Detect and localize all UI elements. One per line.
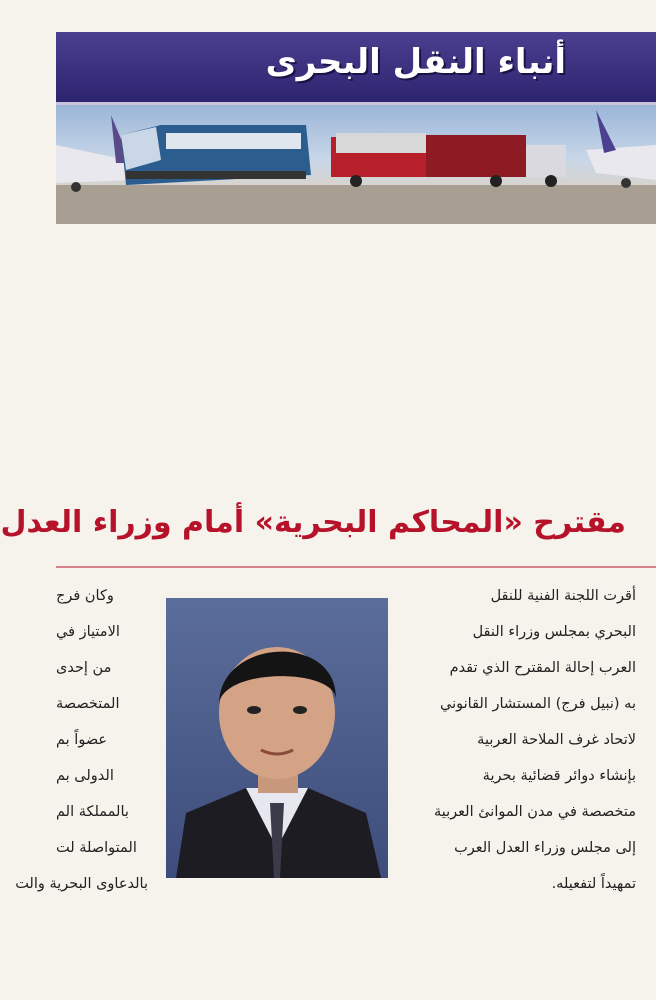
article-headline: مقترح «المحاكم البحرية» أمام وزراء العدل: [0, 505, 626, 540]
text-line: عضواً بم: [56, 732, 108, 748]
text-line: بالدعاوى البحرية والت: [15, 876, 148, 892]
transport-banner-image: [56, 105, 656, 224]
truck-icon: [331, 133, 566, 187]
text-line: بإنشاء دوائر قضائية بحرية: [482, 768, 636, 784]
text-line: العرب إحالة المقترح الذي تقدم: [449, 660, 636, 676]
text-line: بالمملكة الم: [56, 804, 129, 820]
text-line: لاتحاد غرف الملاحة العربية: [477, 732, 636, 748]
text-line: وكان فرج: [56, 588, 114, 604]
portrait-photo: [166, 598, 388, 878]
airplane-left-icon: [56, 115, 131, 192]
text-line: به (نبيل فرج) المستشار القانوني: [440, 696, 636, 712]
text-line: الامتياز في: [56, 624, 120, 640]
text-line: البحري بمجلس وزراء النقل: [472, 624, 636, 640]
banner-title-bar: [56, 32, 656, 105]
text-line: تمهيداً لتفعيله.: [551, 876, 636, 892]
airplane-right-icon: [586, 110, 656, 188]
text-line: إلى مجلس وزراء العدل العرب: [454, 840, 636, 856]
headline-divider: [56, 566, 656, 568]
article-left-column: [15, 578, 148, 902]
text-line: المتخصصة: [56, 696, 120, 712]
section-title: أنباء النقل البحرى: [265, 42, 566, 82]
text-line: أقرت اللجنة الفنية للنقل: [490, 588, 636, 604]
article-right-column: [411, 578, 636, 902]
train-icon: [121, 125, 311, 185]
text-line: المتواصلة لت: [56, 840, 137, 856]
text-line: متخصصة في مدن الموانئ العربية: [433, 804, 636, 820]
text-line: الدولى بم: [56, 768, 114, 784]
section-banner: [56, 32, 656, 224]
text-line: من إحدى: [56, 660, 112, 676]
